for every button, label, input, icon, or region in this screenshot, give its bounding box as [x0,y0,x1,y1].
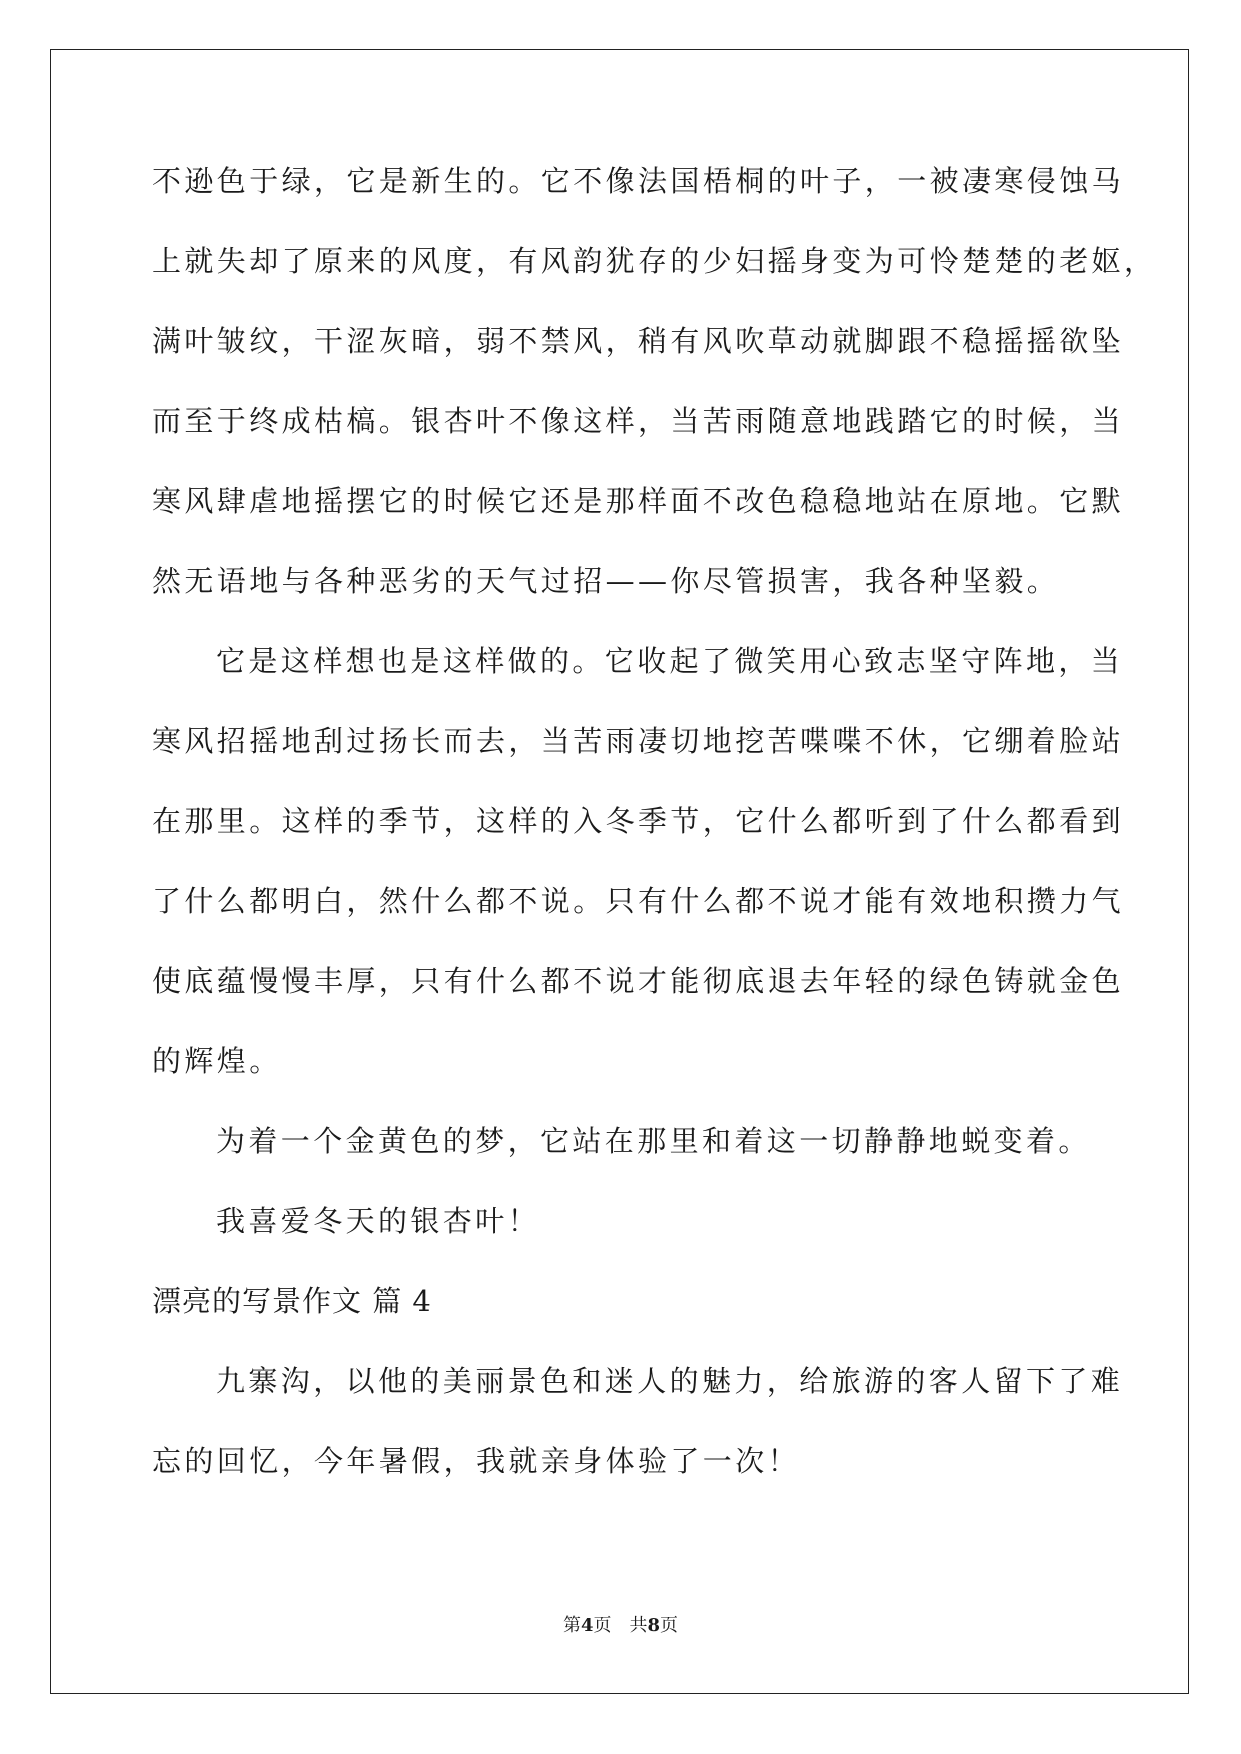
page-suffix: 页 [593,1615,612,1636]
section-heading: 漂亮的写景作文 篇 4 [152,1284,432,1318]
text-line: 而至于终成枯槁。银杏叶不像这样，当苦雨随意地践踏它的时候，当 [152,404,1125,438]
text-line: 在那里。这样的季节，这样的入冬季节，它什么都听到了什么都看到 [152,804,1125,838]
text-line: 上就失却了原来的风度，有风韵犹存的少妇摇身变为可怜楚楚的老妪， [152,244,1157,278]
text-line: 寒风招摇地刮过扬长而去，当苦雨凄切地挖苦喋喋不休，它绷着脸站 [152,724,1125,758]
paragraph-start-line: 我喜爱冬天的银杏叶！ [216,1204,541,1238]
text-line: 了什么都明白，然什么都不说。只有什么都不说才能有效地积攒力气 [152,884,1125,918]
total-suffix: 页 [660,1615,679,1636]
page-prefix: 第 [562,1615,581,1636]
page-number: 4 [580,1615,594,1636]
total-pages: 8 [647,1615,661,1636]
text-line: 使底蕴慢慢丰厚，只有什么都不说才能彻底退去年轻的绿色铸就金色 [152,964,1125,998]
text-line: 的辉煌。 [152,1044,282,1078]
text-line: 不逊色于绿，它是新生的。它不像法国梧桐的叶子，一被凄寒侵蚀马 [152,164,1125,198]
paragraph-start-line: 为着一个金黄色的梦，它站在那里和着这一切静静地蜕变着。 [216,1124,1091,1158]
text-line: 寒风肆虐地摇摆它的时候它还是那样面不改色稳稳地站在原地。它默 [152,484,1125,518]
document-body [152,163,1157,1523]
text-line: 满叶皱纹，干涩灰暗，弱不禁风，稍有风吹草动就脚跟不稳摇摇欲坠 [152,324,1125,358]
text-line: 忘的回忆，今年暑假，我就亲身体验了一次！ [152,1444,801,1478]
total-prefix: 共 [629,1615,648,1636]
text-line: 然无语地与各种恶劣的天气过招——你尽管损害，我各种坚毅。 [152,564,1060,598]
page-footer [0,1614,1241,1638]
paragraph-start-line: 九寨沟，以他的美丽景色和迷人的魅力，给旅游的客人留下了难 [216,1364,1124,1398]
paragraph-start-line: 它是这样想也是这样做的。它收起了微笑用心致志坚守阵地，当 [216,644,1124,678]
